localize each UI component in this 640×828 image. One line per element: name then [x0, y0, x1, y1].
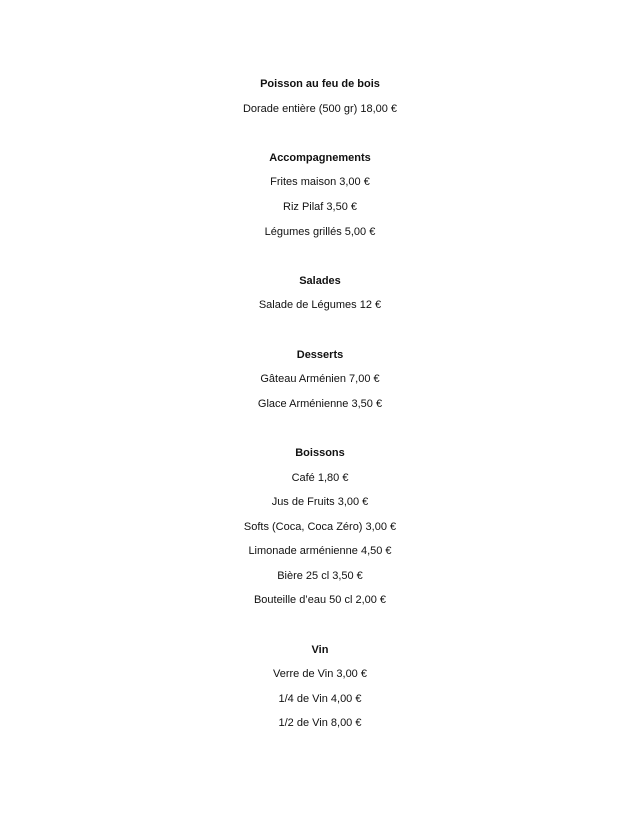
section-desserts — [0, 343, 640, 417]
menu-item: Softs (Coca, Coca Zéro) 3,00 € — [243, 520, 397, 533]
menu-item: Verre de Vin 3,00 € — [273, 668, 367, 681]
menu-item: Bouteille d’eau 50 cl 2,00 € — [253, 594, 387, 607]
section-title: Boissons — [295, 446, 345, 459]
section-vin — [0, 638, 640, 736]
menu-item: Limonade arménienne 4,50 € — [248, 545, 392, 558]
menu-item: Bière 25 cl 3,50 € — [277, 569, 363, 582]
menu-page — [0, 72, 640, 736]
section-boissons — [0, 441, 640, 613]
menu-item: Légumes grillés 5,00 € — [264, 225, 376, 238]
menu-item: Café 1,80 € — [291, 471, 349, 484]
menu-item: Salade de Légumes 12 € — [258, 299, 382, 312]
menu-item: 1/2 de Vin 8,00 € — [278, 717, 362, 730]
menu-item: Gâteau Arménien 7,00 € — [260, 373, 380, 386]
menu-item: Frites maison 3,00 € — [270, 176, 370, 189]
menu-item: 1/4 de Vin 4,00 € — [278, 692, 362, 705]
section-title: Salades — [299, 274, 341, 287]
section-salades — [0, 269, 640, 318]
menu-item: Riz Pilaf 3,50 € — [283, 200, 357, 213]
menu-item: Dorade entière (500 gr) 18,00 € — [242, 102, 398, 115]
section-title: Accompagnements — [269, 151, 371, 164]
menu-item: Jus de Fruits 3,00 € — [271, 496, 369, 509]
section-title: Vin — [311, 643, 329, 656]
section-poisson — [0, 72, 640, 121]
section-title: Desserts — [296, 348, 344, 361]
menu-item: Glace Arménienne 3,50 € — [257, 397, 383, 410]
section-title: Poisson au feu de bois — [260, 78, 380, 90]
section-accompagnements — [0, 146, 640, 244]
